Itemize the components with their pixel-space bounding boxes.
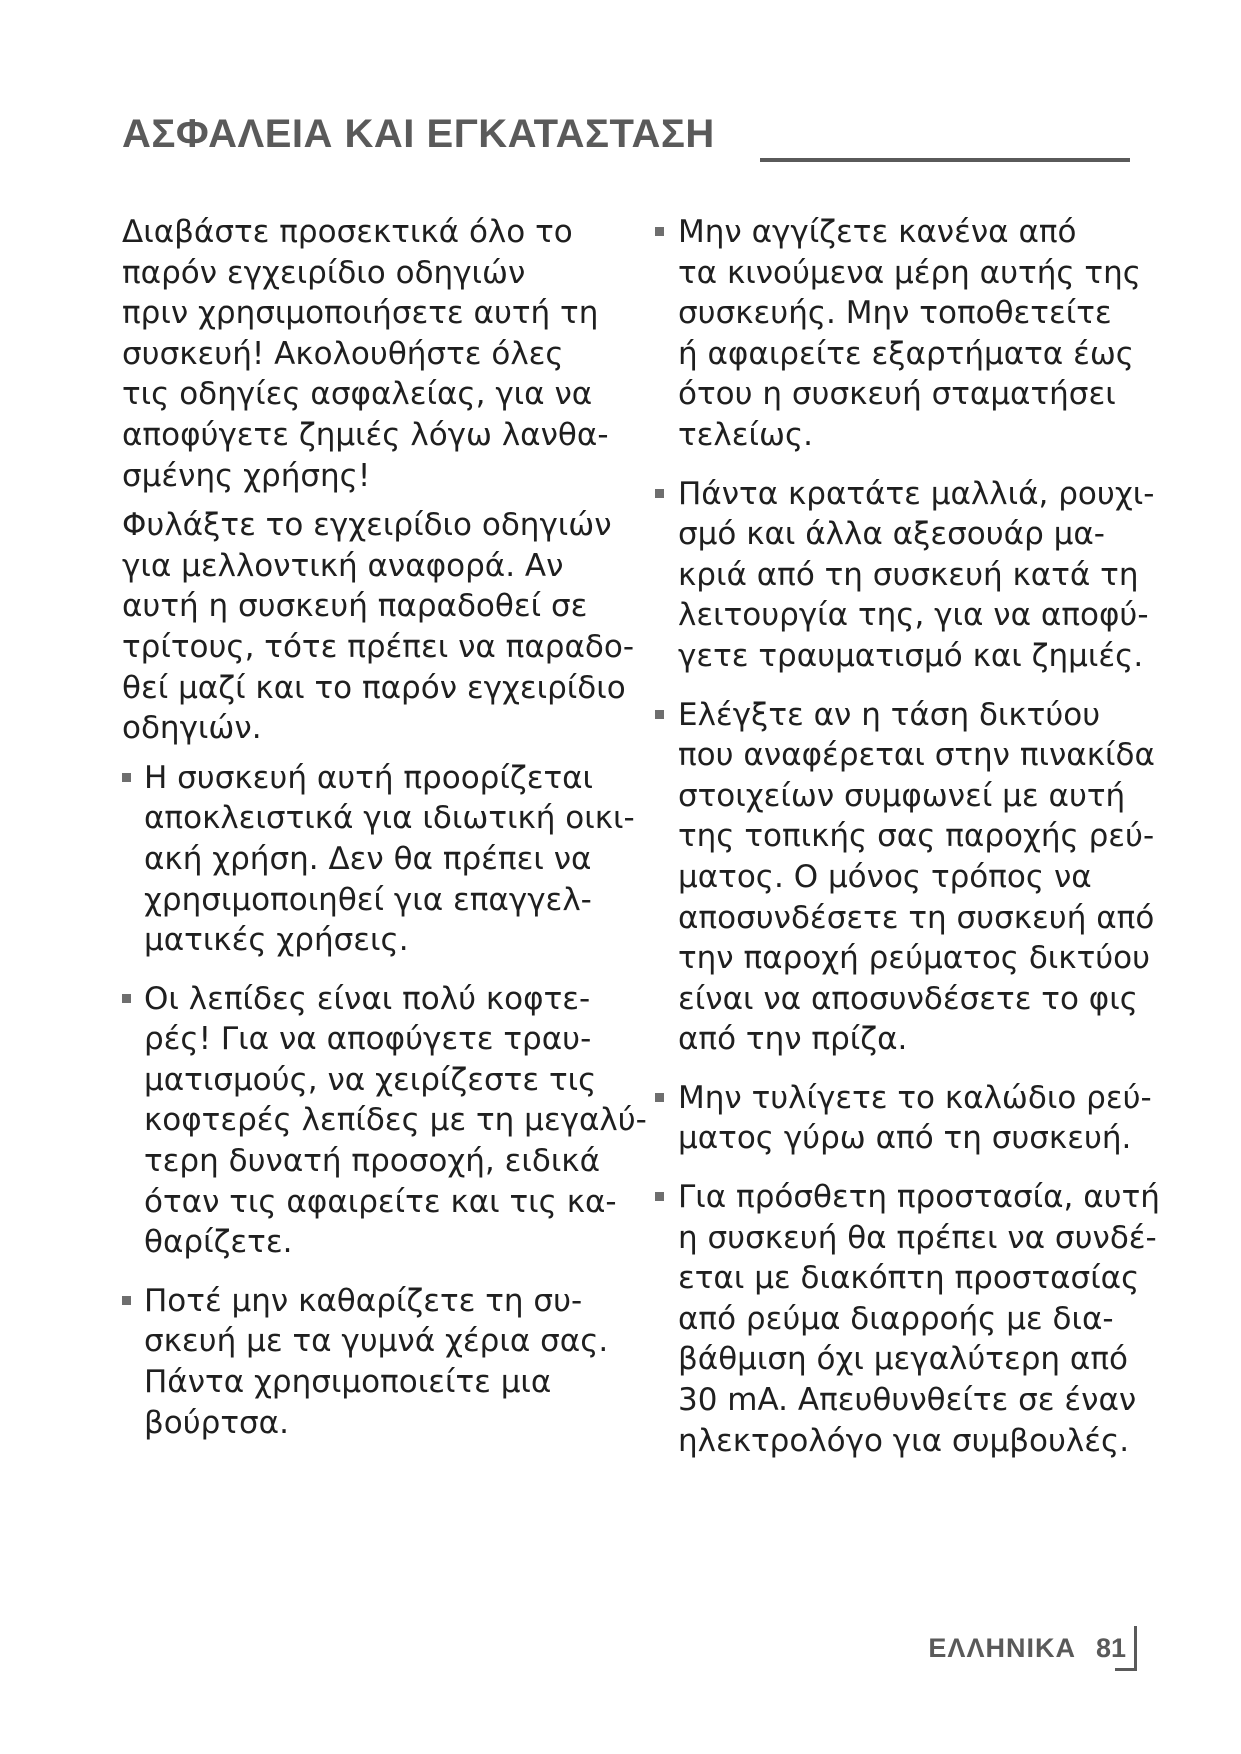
- text-line: την παροχή ρεύματος δικτύου: [678, 940, 1151, 977]
- text-line: βούρτσα.: [144, 1404, 289, 1441]
- footer-language: ΕΛΛΗΝΙΚΑ: [928, 1632, 1076, 1663]
- bullet-square-icon: [122, 773, 131, 782]
- bullet-square-icon: [655, 227, 664, 236]
- text-line: Η συσκευή αυτή προορίζεται: [144, 759, 594, 796]
- text-line: Μην αγγίζετε κανένα από: [678, 214, 1077, 250]
- list-item: [122, 979, 647, 1263]
- text-line: Φυλάξτε το εγχειρίδιο οδηγιών: [122, 507, 612, 544]
- text-line: Πάντα κρατάτε μαλλιά, ρουχι-: [678, 475, 1155, 512]
- text-line: λειτουργία της, για να αποφύ-: [678, 597, 1149, 634]
- text-line: θαρίζετε.: [144, 1224, 293, 1261]
- text-line: αποκλειστικά για ιδιωτική οικι-: [144, 800, 635, 837]
- page-footer: [928, 1626, 1137, 1670]
- text-line: συσκευής. Μην τοποθετείτε: [678, 295, 1112, 332]
- intro-paragraph: [122, 212, 609, 496]
- left-column: [122, 212, 647, 1461]
- text-line: ματισμούς, να χειρίζεστε τις: [144, 1061, 597, 1098]
- text-line: στοιχείων συμφωνεί με αυτή: [678, 777, 1126, 814]
- text-line: τα κινούμενα μέρη αυτής της: [678, 254, 1141, 291]
- text-line: χρησιμοποιηθεί για επαγγελ-: [144, 881, 592, 918]
- list-item: [655, 1177, 1160, 1461]
- list-item: [122, 1281, 609, 1443]
- list-item: [655, 1078, 1152, 1159]
- text-line: Ελέγξτε αν η τάση δικτύου: [678, 696, 1101, 733]
- text-line: σμένης χρήσης!: [122, 457, 371, 494]
- text-line: τερη δυνατή προσοχή, ειδικά: [144, 1143, 601, 1180]
- text-line: Οι λεπίδες είναι πολύ κοφτε-: [144, 980, 591, 1017]
- text-line: είναι να αποσυνδέσετε το φις: [678, 980, 1138, 1017]
- text-line: από την πρίζα.: [678, 1021, 908, 1058]
- text-line: ή αφαιρείτε εξαρτήματα έως: [678, 335, 1134, 372]
- text-line: τελείως.: [678, 416, 814, 453]
- text-line: όταν τις αφαιρείτε και τις κα-: [144, 1183, 617, 1220]
- text-line: Διαβάστε προσεκτικά όλο το: [122, 214, 573, 250]
- text-line: τρίτους, τότε πρέπει να παραδο-: [122, 628, 634, 665]
- text-line: που αναφέρεται στην πινακίδα: [678, 737, 1155, 774]
- text-line: κριά από τη συσκευή κατά τη: [678, 556, 1139, 593]
- text-line: συσκευή! Ακολουθήστε όλες: [122, 335, 564, 372]
- bullet-square-icon: [122, 994, 131, 1003]
- bullet-square-icon: [655, 710, 664, 719]
- text-line: ματικές χρήσεις.: [144, 922, 409, 959]
- text-line: ηλεκτρολόγο για συμβουλές.: [678, 1422, 1130, 1459]
- text-line: αποσυνδέσετε τη συσκευή από: [678, 899, 1155, 936]
- text-line: η συσκευή θα πρέπει να συνδέ-: [678, 1219, 1157, 1256]
- list-item: [122, 758, 635, 961]
- page-title: ΑΣΦΑΛΕΙΑ ΚΑΙ ΕΓΚΑΤΑΣΤΑΣΗ: [122, 112, 715, 156]
- text-line: ότου η συσκευή σταματήσει: [678, 376, 1116, 413]
- title-rule: [760, 158, 1130, 162]
- text-line: Πάντα χρησιμοποιείτε μια: [144, 1364, 552, 1401]
- text-line: Για πρόσθετη προστασία, αυτή: [678, 1179, 1160, 1216]
- footer-rule: [1115, 1668, 1137, 1671]
- page-number: 81: [1096, 1626, 1137, 1670]
- text-line: εται με διακόπτη προστασίας: [678, 1260, 1140, 1297]
- text-line: για μελλοντική αναφορά. Αν: [122, 547, 564, 584]
- text-line: οδηγιών.: [122, 710, 262, 747]
- text-line: αποφύγετε ζημιές λόγω λανθα-: [122, 416, 609, 453]
- keep-manual-paragraph: [122, 505, 634, 749]
- text-line: τις οδηγίες ασφαλείας, για να: [122, 376, 593, 413]
- bullet-square-icon: [655, 1093, 664, 1102]
- text-line: γετε τραυματισμό και ζημιές.: [678, 637, 1144, 674]
- list-item: [655, 212, 1141, 456]
- text-line: αυτή η συσκευή παραδοθεί σε: [122, 588, 588, 625]
- text-line: πριν χρησιμοποιήσετε αυτή τη: [122, 295, 599, 332]
- text-line: από ρεύμα διαρροής με δια-: [678, 1300, 1114, 1337]
- text-line: σκευή με τα γυμνά χέρια σας.: [144, 1323, 609, 1360]
- text-line: 30 mA. Απευθυνθείτε σε έναν: [678, 1382, 1137, 1419]
- page-header: [122, 112, 1130, 172]
- text-line: ρές! Για να αποφύγετε τραυ-: [144, 1021, 592, 1058]
- text-line: παρόν εγχειρίδιο οδηγιών: [122, 254, 526, 291]
- bullet-square-icon: [655, 489, 664, 498]
- text-line: βάθμιση όχι μεγαλύτερη από: [678, 1341, 1128, 1378]
- text-line: ματος γύρω από τη συσκευή.: [678, 1120, 1132, 1157]
- text-line: ακή χρήση. Δεν θα πρέπει να: [144, 840, 592, 877]
- list-item: [655, 695, 1155, 1060]
- text-line: σμό και άλλα αξεσουάρ μα-: [678, 516, 1105, 553]
- text-line: της τοπικής σας παροχής ρεύ-: [678, 818, 1155, 855]
- text-line: ματος. Ο μόνος τρόπος να: [678, 858, 1092, 895]
- text-line: κοφτερές λεπίδες με τη μεγαλύ-: [144, 1102, 647, 1139]
- right-column: [655, 212, 1160, 1479]
- bullet-square-icon: [655, 1192, 664, 1201]
- text-line: θεί μαζί και το παρόν εγχειρίδιο: [122, 669, 626, 706]
- text-line: Ποτέ μην καθαρίζετε τη συ-: [144, 1282, 583, 1319]
- bullet-square-icon: [122, 1296, 131, 1305]
- list-item: [655, 474, 1155, 677]
- text-line: Μην τυλίγετε το καλώδιο ρεύ-: [678, 1079, 1152, 1116]
